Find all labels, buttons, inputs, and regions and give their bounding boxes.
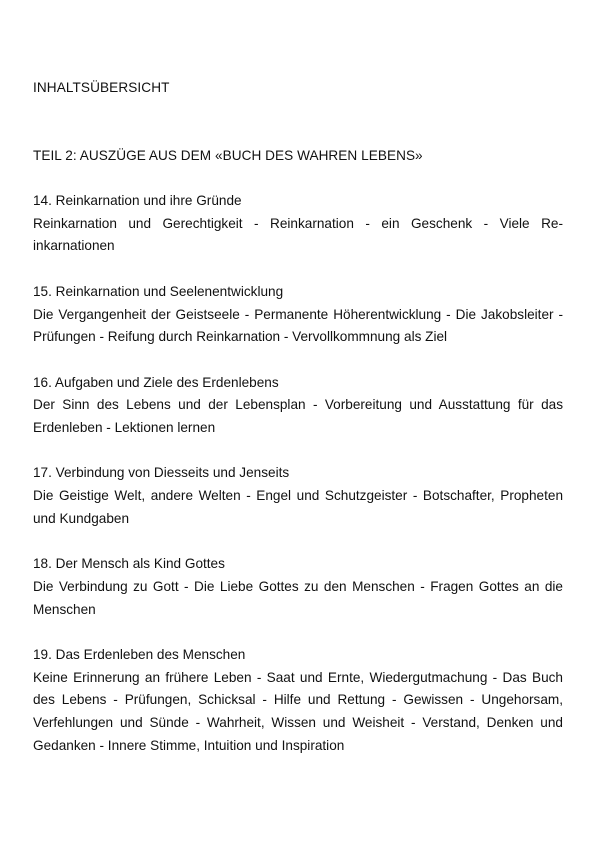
part-title: TEIL 2: AUSZÜGE AUS DEM «BUCH DES WAHREN LEBENS» (33, 148, 423, 163)
section-topics: Die Vergangenheit der Geistseele - Permanente Höherentwicklung - Die Jakobsleiter - Prüfungen - Reifung durch Reinkarnation - Vervollkommnung als Ziel (33, 306, 563, 345)
toc-section (33, 644, 563, 758)
section-title: 16. Aufgaben und Ziele des Erdenlebens (33, 374, 279, 390)
section-topics: Keine Erinnerung an frühere Leben - Saat und Ernte, Wiedergutmachung - Das Buch des Lebens - Prüfungen, Schicksal - Hilfe und Rettung - Gewissen - Ungehorsam, Verfehlungen und Sünde - Wahrheit, Wissen und Weisheit - Verstand, Denken und Gedanken - Innere Stimme, Intuition und Inspiration (33, 669, 563, 753)
page-title: INHALTSÜBERSICHT (33, 80, 170, 95)
toc-section (33, 462, 563, 530)
section-topics: Der Sinn des Lebens und der Lebensplan - Vorbereitung und Ausstattung für das Erdenleben - Lektionen lernen (33, 397, 563, 435)
section-title: 18. Der Mensch als Kind Gottes (33, 556, 225, 572)
section-topics: Die Verbindung zu Gott - Die Liebe Gottes zu den Menschen - Fragen Gottes an die Menschen (33, 578, 563, 617)
section-topics: Reinkarnation und Gerechtigkeit - Reinkarnation - ein Geschenk - Viele Reinkarnationen (33, 215, 563, 254)
section-title: 14. Reinkarnation und ihre Gründe (33, 193, 242, 208)
section-title: 15. Reinkarnation und Seelenentwicklung (33, 283, 284, 299)
toc-section (33, 553, 563, 621)
toc-section (33, 190, 563, 258)
toc-section (33, 281, 563, 349)
section-title: 17. Verbindung von Diesseits und Jenseits (33, 465, 290, 481)
section-title: 19. Das Erdenleben des Menschen (33, 646, 246, 662)
toc-sections (33, 190, 563, 780)
section-topics: Die Geistige Welt, andere Welten - Engel und Schutzgeister - Botschafter, Propheten und Kundgaben (33, 488, 563, 526)
toc-section (33, 372, 563, 440)
